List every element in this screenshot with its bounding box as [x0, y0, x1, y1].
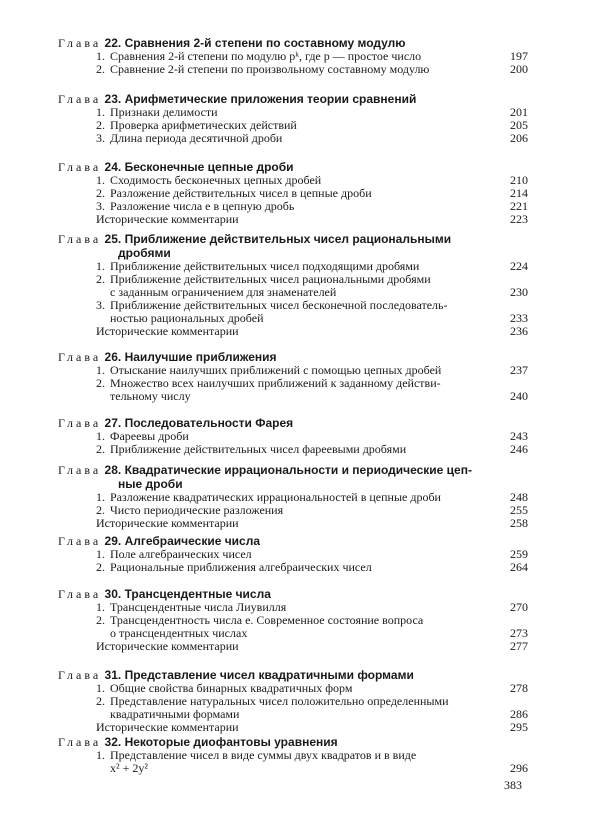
chapter-number: 30.	[104, 587, 122, 601]
entry-text-continued: ностью рациональных дробей	[110, 311, 264, 325]
chapter-title: Последовательности Фарея	[124, 416, 294, 430]
entry-page: 296	[510, 761, 528, 775]
chapter-section	[58, 350, 528, 403]
toc-entry[interactable]	[58, 695, 528, 721]
entry-page: 258	[510, 516, 528, 530]
entry-number: 1.	[96, 105, 105, 119]
chapter-number: 29.	[104, 534, 122, 548]
chapter-label: Глава	[58, 92, 102, 106]
chapter-title: Некоторые диофантовы уравнения	[124, 735, 338, 749]
chapter-section	[58, 232, 528, 338]
entry-text: Исторические комментарии	[96, 720, 239, 734]
entry-page: 197	[510, 49, 528, 63]
chapter-number: 24.	[104, 160, 122, 174]
entry-page: 264	[510, 560, 528, 574]
toc-entry[interactable]	[58, 299, 528, 325]
chapter-section	[58, 463, 528, 530]
entry-page: 214	[510, 186, 528, 200]
toc-entry[interactable]	[58, 213, 528, 226]
chapter-title: Сравнения 2-й степени по составному модулю	[124, 36, 406, 50]
entry-page: 248	[510, 490, 528, 504]
entry-number: 1.	[96, 429, 105, 443]
entry-text: Трансцендентные числа Лиувилля	[110, 600, 287, 614]
entry-page: 273	[510, 626, 528, 640]
entry-number: 1.	[96, 748, 105, 762]
chapter-label: Глава	[58, 160, 102, 174]
chapter-heading	[58, 160, 528, 174]
entry-number: 2.	[96, 118, 105, 132]
entry-text: Исторические комментарии	[96, 639, 239, 653]
chapter-title: Арифметические приложения теории сравнений	[124, 92, 417, 106]
chapter-title: Бесконечные цепные дроби	[124, 160, 294, 174]
toc-entry[interactable]	[58, 517, 528, 530]
entry-page: 286	[510, 707, 528, 721]
entry-page: 233	[510, 311, 528, 325]
entry-page: 200	[510, 62, 528, 76]
toc-entry[interactable]	[58, 561, 528, 574]
chapter-heading	[58, 92, 528, 106]
chapter-heading	[58, 735, 528, 749]
entry-number: 1.	[96, 363, 105, 377]
entry-number: 2.	[96, 272, 105, 286]
chapter-section	[58, 160, 528, 226]
entry-page: 230	[510, 285, 528, 299]
chapter-heading	[58, 416, 528, 430]
chapter-title: Наилучшие приближения	[124, 350, 277, 364]
chapter-section	[58, 534, 528, 574]
entry-number: 2.	[96, 503, 105, 517]
entry-text: Фареевы дроби	[110, 429, 189, 443]
chapter-heading	[58, 36, 528, 50]
entry-page: 259	[510, 547, 528, 561]
entry-text-continued: x² + 2y²	[110, 761, 148, 775]
entry-number: 1.	[96, 600, 105, 614]
entry-number: 2.	[96, 62, 105, 76]
entry-number: 1.	[96, 490, 105, 504]
chapter-heading	[58, 534, 528, 548]
chapter-title: Алгебраические числа	[124, 534, 261, 548]
chapter-label: Глава	[58, 416, 102, 430]
entry-text-continued: квадратичными формами	[110, 707, 240, 721]
chapter-section	[58, 735, 528, 775]
entry-text: Разложение действительных чисел в цепные дроби	[110, 186, 372, 200]
entry-text: Приближение действительных чисел подходящими дробями	[110, 259, 420, 273]
entry-text: Чисто периодические разложения	[110, 503, 284, 517]
toc-entry[interactable]	[58, 749, 528, 775]
chapter-heading	[58, 587, 528, 601]
entry-page: 206	[510, 131, 528, 145]
toc-entry[interactable]	[58, 325, 528, 338]
entry-page: 243	[510, 429, 528, 443]
entry-text: Сходимость бесконечных цепных дробей	[110, 173, 322, 187]
entry-page: 277	[510, 639, 528, 653]
entry-text: Приближение действительных чисел бесконечной последователь-	[110, 298, 448, 312]
chapter-number: 22.	[104, 36, 122, 50]
entry-text: Исторические комментарии	[96, 212, 239, 226]
page-number: 383	[504, 778, 522, 792]
chapter-number: 32.	[104, 735, 122, 749]
entry-number: 1.	[96, 49, 105, 63]
entry-number: 3.	[96, 131, 105, 145]
toc-entry[interactable]	[58, 273, 528, 299]
chapter-section	[58, 416, 528, 456]
entry-number: 3.	[96, 199, 105, 213]
entry-page: 295	[510, 720, 528, 734]
entry-number: 2.	[96, 376, 105, 390]
entry-text: Приближение действительных чисел рациональными дробями	[110, 272, 431, 286]
chapter-number: 28.	[104, 463, 122, 477]
chapter-section	[58, 92, 528, 145]
entry-text-continued: тельному числу	[110, 389, 191, 403]
chapter-number: 27.	[104, 416, 122, 430]
entry-text: Сравнения 2-й степени по модулю pᵏ, где p — простое число	[110, 49, 422, 63]
chapter-title: Квадратические иррациональности и периодические цеп-	[124, 463, 472, 477]
entry-page: 270	[510, 600, 528, 614]
chapter-number: 31.	[104, 668, 122, 682]
entry-text-continued: с заданным ограничением для знаменателей	[110, 285, 337, 299]
chapter-heading	[58, 350, 528, 364]
entry-text: Признаки делимости	[110, 105, 218, 119]
entry-number: 1.	[96, 681, 105, 695]
chapter-number: 26.	[104, 350, 122, 364]
entry-text-continued: о трансцендентных числах	[110, 626, 248, 640]
chapter-section	[58, 668, 528, 734]
entry-text: Исторические комментарии	[96, 324, 239, 338]
chapter-heading	[58, 668, 528, 682]
chapter-heading	[58, 463, 528, 477]
entry-text: Общие свойства бинарных квадратичных форм	[110, 681, 353, 695]
entry-number: 1.	[96, 547, 105, 561]
chapter-title: Представление чисел квадратичными формами	[124, 668, 414, 682]
toc-entry[interactable]	[58, 63, 528, 76]
chapter-label: Глава	[58, 36, 102, 50]
entry-text: Множество всех наилучших приближений к заданному действи-	[110, 376, 441, 390]
toc-entry[interactable]	[58, 614, 528, 640]
entry-text: Отыскание наилучших приближений с помощью цепных дробей	[110, 363, 442, 377]
entry-number: 2.	[96, 442, 105, 456]
chapter-label: Глава	[58, 350, 102, 364]
toc-entry[interactable]	[58, 132, 528, 145]
entry-text: Проверка арифметических действий	[110, 118, 297, 132]
entry-number: 3.	[96, 298, 105, 312]
entry-text: Приближение действительных чисел фареевыми дробями	[110, 442, 407, 456]
entry-page: 246	[510, 442, 528, 456]
entry-page: 223	[510, 212, 528, 226]
entry-page: 224	[510, 259, 528, 273]
entry-number: 2.	[96, 613, 105, 627]
entry-text: Разложение квадратических иррациональностей в цепные дроби	[110, 490, 441, 504]
entry-page: 201	[510, 105, 528, 119]
chapter-label: Глава	[58, 668, 102, 682]
entry-text: Сравнение 2-й степени по произвольному составному модулю	[110, 62, 430, 76]
toc-entry[interactable]	[58, 377, 528, 403]
chapter-label: Глава	[58, 232, 102, 246]
entry-text: Разложение числа e в цепную дробь	[110, 199, 295, 213]
chapter-title: Приближение действительных чисел рациональными	[124, 232, 452, 246]
entry-number: 2.	[96, 694, 105, 708]
chapter-label: Глава	[58, 463, 102, 477]
chapter-heading	[58, 232, 528, 246]
toc-entry[interactable]	[58, 443, 528, 456]
entry-text: Поле алгебраических чисел	[110, 547, 252, 561]
chapter-title: Трансцендентные числа	[124, 587, 271, 601]
chapter-title-continued: дробями	[118, 246, 171, 260]
entry-page: 210	[510, 173, 528, 187]
toc-entry[interactable]	[58, 640, 528, 653]
chapter-section	[58, 36, 528, 76]
entry-page: 240	[510, 389, 528, 403]
chapter-label: Глава	[58, 735, 102, 749]
chapter-label: Глава	[58, 587, 102, 601]
chapter-number: 25.	[104, 232, 122, 246]
chapter-number: 23.	[104, 92, 122, 106]
toc-entry[interactable]	[58, 721, 528, 734]
entry-page: 205	[510, 118, 528, 132]
chapter-label: Глава	[58, 534, 102, 548]
entry-number: 2.	[96, 186, 105, 200]
entry-page: 236	[510, 324, 528, 338]
entry-page: 221	[510, 199, 528, 213]
entry-text: Рациональные приближения алгебраических чисел	[110, 560, 372, 574]
entry-text: Трансцендентность числа e. Современное состояние вопроса	[110, 613, 424, 627]
chapter-title-continued: ные дроби	[118, 477, 183, 491]
entry-text: Представление натуральных чисел положительно определенными	[110, 694, 449, 708]
entry-number: 1.	[96, 173, 105, 187]
entry-number: 2.	[96, 560, 105, 574]
chapter-section	[58, 587, 528, 653]
entry-text: Длина периода десятичной дроби	[110, 131, 283, 145]
entry-page: 278	[510, 681, 528, 695]
entry-text: Представление чисел в виде суммы двух квадратов и в виде	[110, 748, 417, 762]
entry-number: 1.	[96, 259, 105, 273]
entry-text: Исторические комментарии	[96, 516, 239, 530]
entry-page: 237	[510, 363, 528, 377]
entry-page: 255	[510, 503, 528, 517]
